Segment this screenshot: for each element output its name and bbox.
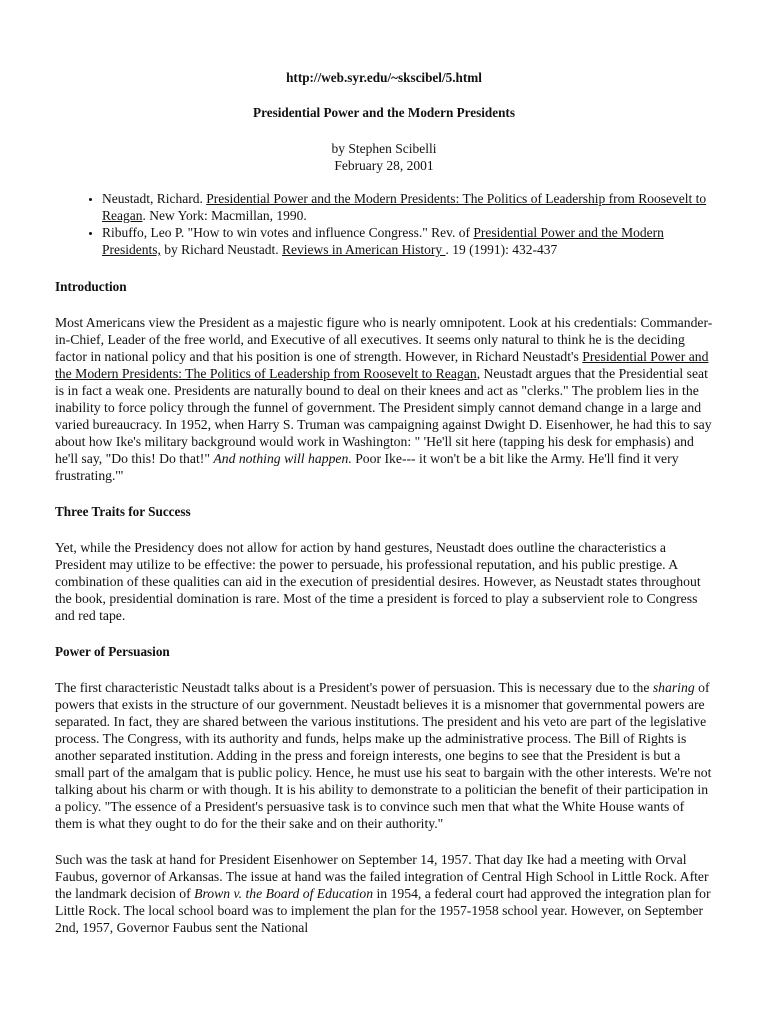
paragraph-text: in 1954, a federal court had approved the integration plan for Little Rock. The local school board was to implement the plan for the 1957-1958 school year. However, on September 2nd, 1957, Governor Faubus sent the National [55,886,711,935]
book-title-link[interactable]: Presidential Power and the Modern Presidents: The Politics of Leadership from Roosevelt to Reagan [55,349,709,381]
reference-item [102,190,713,224]
persuasion-paragraph-1 [55,679,713,832]
source-url[interactable]: http://web.syr.edu/~skscibel/5.html [286,70,482,85]
document-title: Presidential Power and the Modern Presidents [253,105,515,120]
reference-list [55,190,713,258]
section-heading-persuasion: Power of Persuasion [55,644,170,659]
three-traits-paragraph: Yet, while the Presidency does not allow for action by hand gestures, Neustadt does outline the characteristics a President may utilize to be effective: the power to persuade, his professional reputation, and his public prestige. A combination of these qualities can aid in the execution of presidential desires. However, as Neustadt states throughout the book, presidential domination is rare. Most of the time a president is forced to play a subservient role to Congress and red tape. [55,540,701,623]
paragraph-text: of powers that exists in the structure of our government. Neustadt believes it is a misnomer that governmental powers are separated. In fact, they are shared between the various institutions. The president and his veto are part of the legislative process. The Congress, with its authority and funds, helps make up the administrative process. The Bill of Rights is another separated institution. Adding in the press and foreign interests, one begins to see that the President is but a small part of the amalgam that is public policy. Hence, he must use his seat to bargain with the other interests. We're not talking about his charm or with though. It is his ability to demonstrate to a politician the benefit of their participation in a policy. "The essence of a President's persuasive task is to convince such men that what the White House wants of them is what they ought to do for the their sake and on their authority." [55,680,712,831]
paragraph-text: Such was the task at hand for President Eisenhower on September 14, 1957. That day Ike had a meeting with Orval Faubus, governor of Arkansas. The issue at hand was the failed integration of Central High School in Little Rock. After the landmark decision of [55,852,709,901]
reference-link[interactable]: Presidential Power and the Modern Presidents: The Politics of Leadership from Roosevelt to Reagan [102,191,707,223]
reference-text: by Richard Neustadt. [160,242,282,257]
reference-item [102,224,713,258]
reference-text: . 19 (1991): 432-437 [445,242,558,257]
emphasis-text: Brown v. the Board of Education [194,886,374,901]
emphasis-text: And nothing will happen. [213,451,352,466]
author: by Stephen Scibelli [331,141,437,156]
paragraph-text: Poor Ike--- it won't be a bit like the Army. He'll find it very frustrating.'" [55,451,679,483]
section-heading-three-traits: Three Traits for Success [55,504,191,519]
introduction-paragraph [55,314,713,484]
persuasion-paragraph-2 [55,851,713,936]
paragraph-text: , Neustadt argues that the Presidential seat is in fact a weak one. Presidents are naturally bound to deal on their knees and act as "clerks." The problem lies in the inability to force policy through the funnel of government. The President simply cannot demand change in a large and varied bureaucracy. In 1952, when Harry S. Truman was campaigning against Dwight D. Eisenhower, he had this to say about how Ike's military background would work in Washington: " 'He'll sit here (tapping his desk for emphasis) and he'll say, "Do this! Do that!" [55,366,712,466]
reference-text: . New York: Macmillan, 1990. [142,208,307,223]
reference-link[interactable]: Presidential Power and the Modern Presidents, [102,225,664,257]
document-page [55,69,713,936]
emphasis-text: sharing [652,680,695,695]
byline [55,140,713,174]
paragraph-text: The first characteristic Neustadt talks about is a President's power of persuasion. This is necessary due to the [55,680,653,695]
reference-text: Ribuffo, Leo P. "How to win votes and influence Congress." Rev. of [102,225,474,240]
reference-text: Neustadt, Richard. [102,191,207,206]
section-heading-introduction: Introduction [55,279,127,294]
publication-date: February 28, 2001 [334,158,434,173]
paragraph-text: Most Americans view the President as a majestic figure who is nearly omnipotent. Look at his credentials: Commander-in-Chief, Leader of the free world, and Executive of all executives. It seems only natural to think he is the deciding factor in national policy and that his position is one of strength. However, in Richard Neustadt's [55,315,713,364]
reference-link[interactable]: Reviews in American History [281,242,446,257]
